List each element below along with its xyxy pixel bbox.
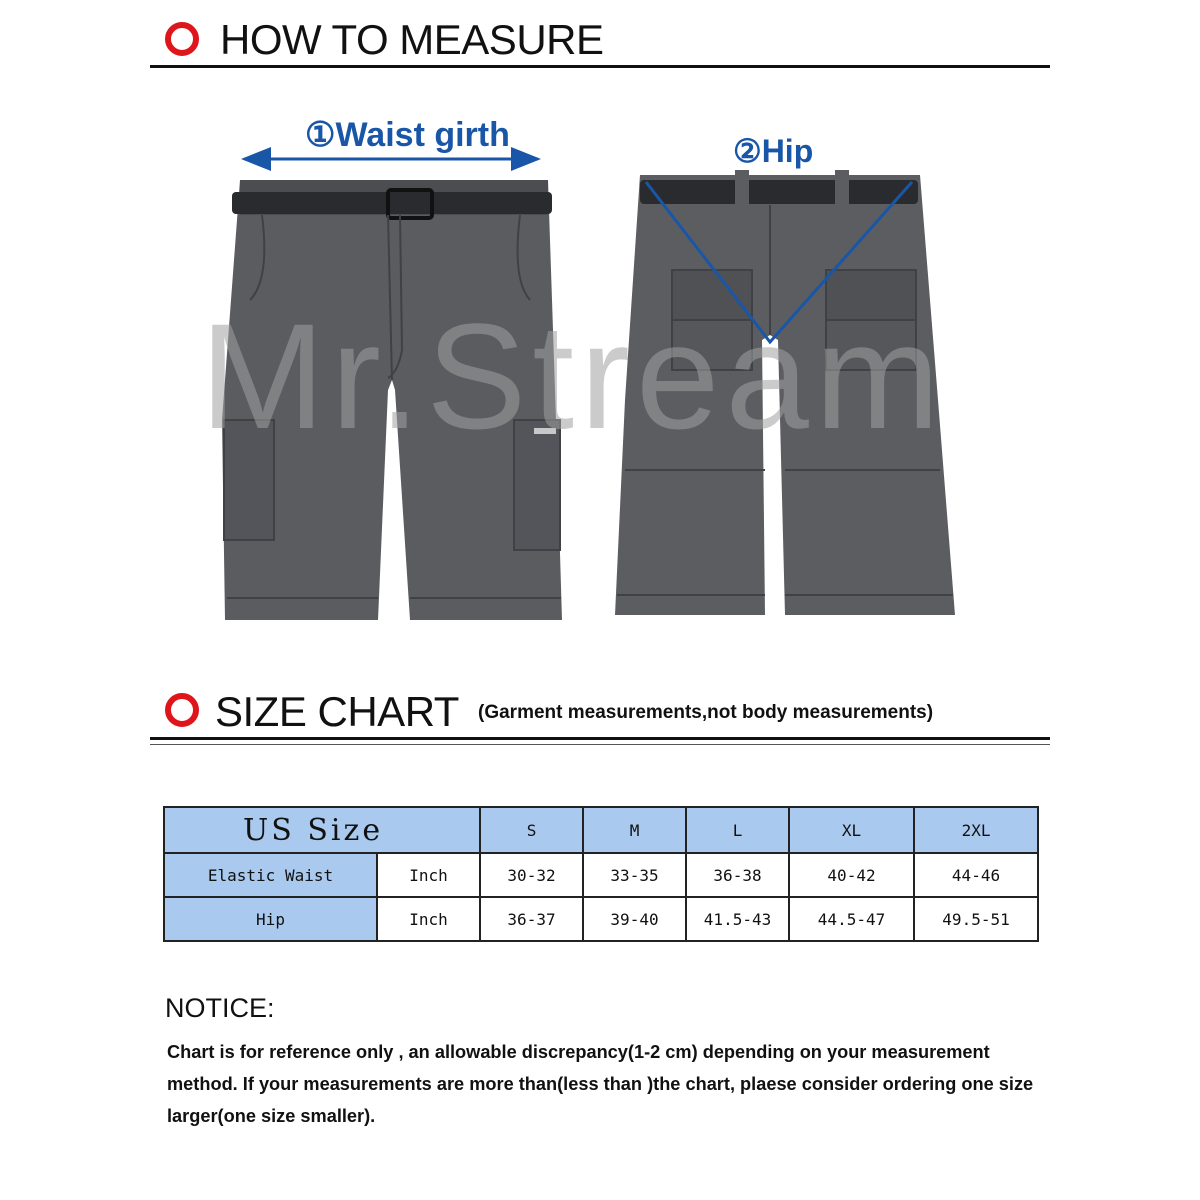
table-row-waist [164,853,1038,897]
cargo-pocket-right [514,420,560,550]
header-rule [150,65,1050,68]
row-unit-hip: Inch [377,897,480,941]
table-cell: 36-37 [480,897,583,941]
red-circle-icon [165,22,199,56]
watermark-text: Mr.Stream [200,292,946,460]
us-size-header: US Size [164,807,480,853]
size-header-l: L [686,807,789,853]
size-chart-title: SIZE CHART [215,688,459,735]
size-rule-thin [150,744,1050,745]
row-label-hip: Hip [164,897,377,941]
row-unit-waist: Inch [377,853,480,897]
shorts-illustration [0,100,1200,740]
notice-body: Chart is for reference only , an allowable discrepancy(1-2 cm) depending on your measurement method. If your measurements are more than(less than )the chart, plaese consider ordering one size larger(one size smaller). [167,1042,1034,1126]
table-header-row [164,807,1038,853]
table-cell: 44-46 [914,853,1038,897]
table-cell: 33-35 [583,853,686,897]
size-header-s: S [480,807,583,853]
size-rule-thick [150,737,1050,740]
red-circle-icon-2 [165,693,199,727]
back-belt [640,180,918,204]
size-header-m: M [583,807,686,853]
table-row-hip [164,897,1038,941]
hip-label: ②Hip [733,133,814,169]
waist-label: ①Waist girth [305,116,510,154]
table-cell: 40-42 [789,853,914,897]
how-to-measure-title: HOW TO MEASURE [220,16,604,63]
row-label-waist: Elastic Waist [164,853,377,897]
size-header-xl: XL [789,807,914,853]
table-cell: 49.5-51 [914,897,1038,941]
front-belt [232,192,552,214]
table-cell: 44.5-47 [789,897,914,941]
notice-title: NOTICE: [165,993,275,1023]
table-cell: 41.5-43 [686,897,789,941]
table-cell: 36-38 [686,853,789,897]
size-chart-note: (Garment measurements,not body measurements) [478,702,934,723]
table-cell: 39-40 [583,897,686,941]
cargo-pocket-left [224,420,274,540]
front-shorts [222,180,562,620]
size-header-2xl: 2XL [914,807,1038,853]
size-table [163,806,1039,942]
table-cell: 30-32 [480,853,583,897]
back-shorts [615,170,955,615]
